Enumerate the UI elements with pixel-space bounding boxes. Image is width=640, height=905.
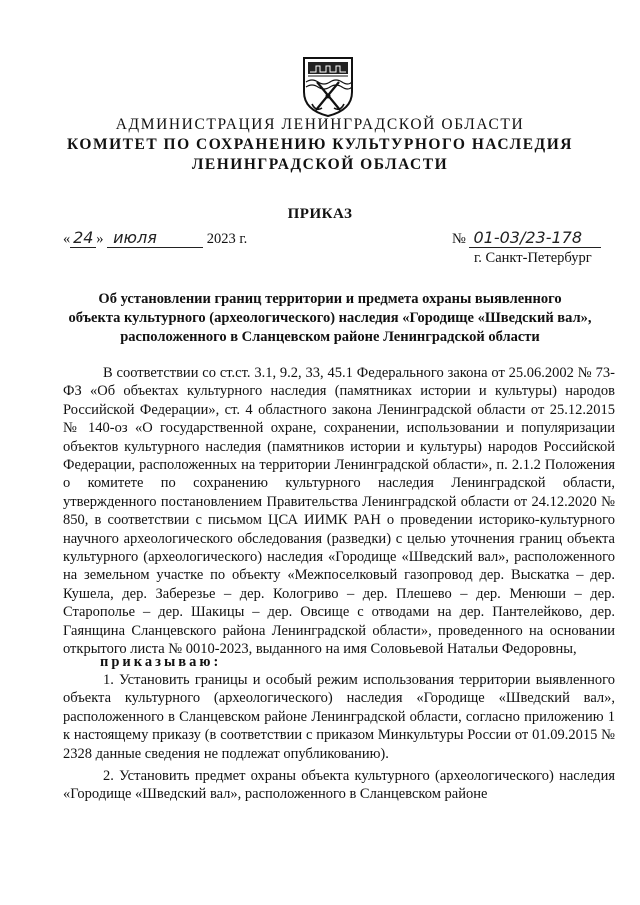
order-title: ПРИКАЗ	[287, 206, 353, 222]
order-city: г. Санкт-Петербург	[474, 250, 592, 266]
subject-line: Об установлении границ территории и предмета охраны выявленного	[98, 291, 562, 307]
decree-item-1: 1. Установить границы и особый режим использования территории выявленного объекта культурного (археологического) наследия «Городище «Шведский вал», расположенного в Сланцевском районе Ленинградской области, согласно приложению 1 к настоящему приказу (в соответствии с приказом Минкультуры России от 01.09.2015 № 2328 данные сведения не подлежат опубликованию).	[63, 672, 615, 762]
subject-line: расположенного в Сланцевском районе Ленинградской области	[120, 329, 540, 345]
number-prefix: №	[452, 231, 466, 247]
decree-item-2: 2. Установить предмет охраны объекта культурного (археологического) наследия «Городище «Шведский вал», расположенного в Сланцевском районе	[63, 768, 615, 803]
subject-line: объекта культурного (археологического) наследия «Городище «Шведский вал»,	[68, 310, 592, 326]
administration-name: АДМИНИСТРАЦИЯ ЛЕНИНГРАДСКОЙ ОБЛАСТИ	[115, 116, 525, 133]
number-value: 01-03/23-178	[469, 228, 601, 248]
order-number	[452, 228, 601, 248]
order-subject	[60, 290, 600, 347]
committee-region: ЛЕНИНГРАДСКОЙ ОБЛАСТИ	[191, 156, 449, 173]
committee-name: КОМИТЕТ ПО СОХРАНЕНИЮ КУЛЬТУРНОГО НАСЛЕДИЯ	[67, 136, 573, 153]
date-month: июля	[107, 228, 203, 248]
leningrad-oblast-coat-of-arms-icon	[300, 52, 356, 118]
date-day: 24	[70, 228, 96, 248]
decree-word: приказываю:	[100, 654, 222, 670]
date-open-quote: «	[63, 231, 71, 247]
preamble-paragraph: В соответствии со ст.ст. 3.1, 9.2, 33, 45.1 Федерального закона от 25.06.2002 № 73-ФЗ «Об объектах культурного наследия (памятниках истории и культуры) народов Российской Федерации», ст. 4 областного закона Ленинградской области от 25.12.2015 № 140-оз «О государственной охране, сохранении, использовании и популяризации объектов культурного наследия (памятников истории и культуры) народов Российской Федерации, расположенных на территории Ленинградской области», п. 2.1.2 Положения о комитете по сохранению культурного наследия Ленинградской области, утвержденного постановлением Правительства Ленинградской области от 24.12.2020 № 850, в соответствии с письмом ЦСА ИИМК РАН о проведении историко-культурного научного археологического обследования (разведки) с целью уточнения границ объекта культурного (археологического) наследия «Городище «Шведский вал», расположенного на земельном участке по объекту «Межпоселковый газопровод дер. Выскатка – дер. Кушела, дер. Заберезье – дер. Кологриво – дер. Плешево – дер. Менюши – дер. Старополье – дер. Шакицы – дер. Овсище с отводами на дер. Пантелейково, дер. Гаянщина Сланцевского района Ленинградской области», проведенного на основании открытого листа № 0010-2023, выданного на имя Соловьевой Натальи Федоровны,	[63, 365, 615, 658]
date-year: 2023 г.	[206, 231, 248, 247]
preamble	[63, 364, 615, 659]
decree-items	[63, 671, 615, 808]
order-date	[63, 228, 247, 248]
date-close-quote: »	[96, 231, 104, 247]
